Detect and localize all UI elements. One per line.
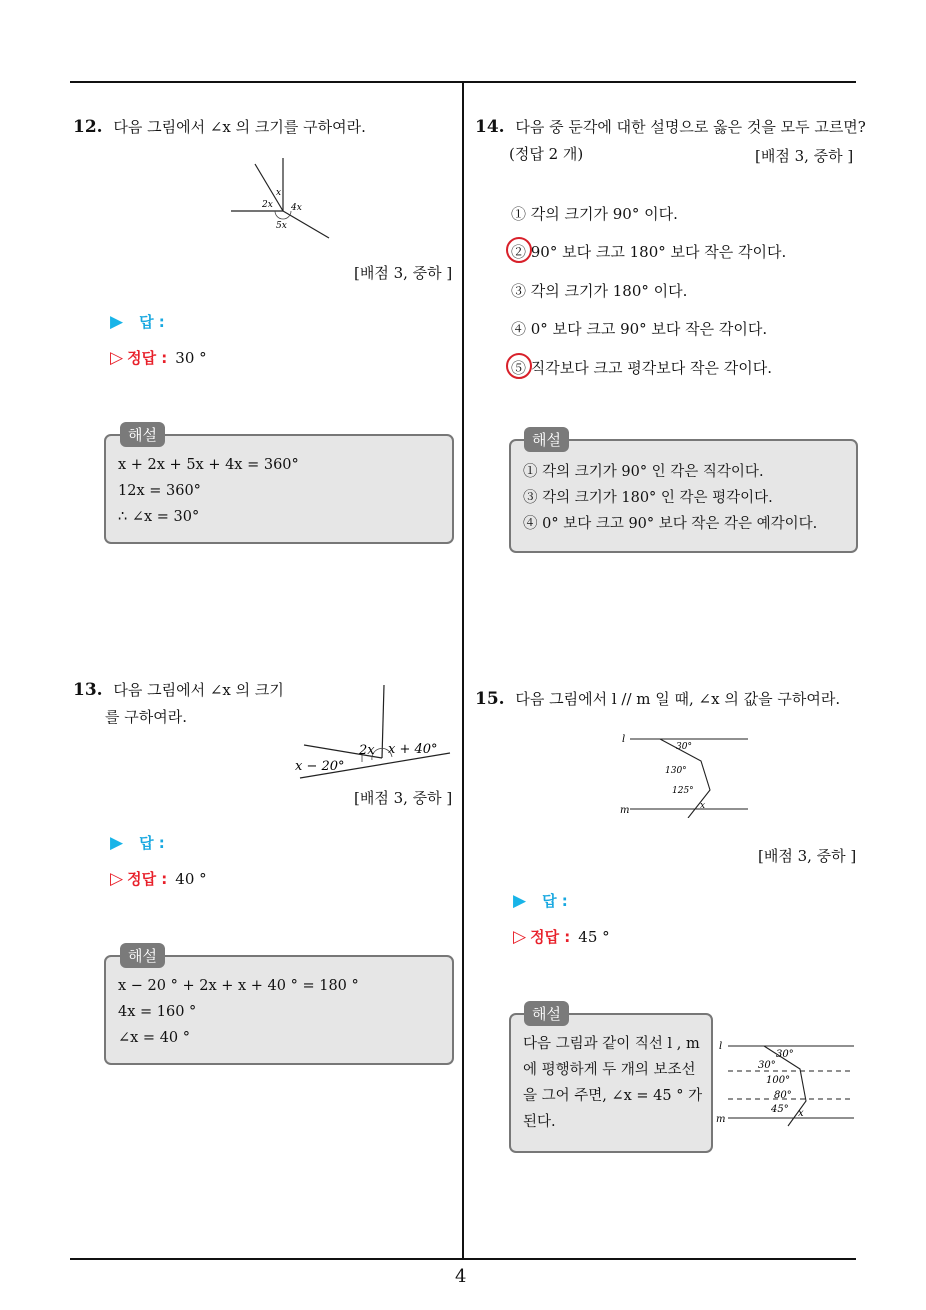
q15-explain-line: 다음 그림과 같이 직선 l , m [523, 1036, 700, 1052]
q13-question [73, 677, 284, 731]
bottom-rule [70, 1258, 856, 1260]
q13-figure [292, 683, 454, 783]
q15-explain-figure-label-l: l [719, 1041, 723, 1052]
q15-explain-figure-label-30b: 30° [758, 1060, 776, 1071]
q13-correct-value: 40 ° [175, 870, 207, 888]
q14-option-1: ① 각의 크기가 90° 이다. [511, 205, 678, 223]
q15-figure [618, 728, 752, 818]
q15-answer-row [513, 890, 568, 911]
q15-explain-tag: 해설 [524, 1001, 569, 1026]
answer-arrow-icon: ▶ [513, 891, 527, 911]
q13-explain-line: ∠x = 40 ° [118, 1030, 191, 1046]
q15-question [475, 686, 840, 713]
q14-explain-line: ④ 0° 보다 크고 90° 보다 작은 각은 예각이다. [523, 516, 818, 532]
q15-explain-figure-label-m: m [716, 1114, 726, 1125]
q15-text: 다음 그림에서 l // m 일 때, ∠x 의 값을 구하여라. [515, 690, 841, 708]
q15-explain-figure-label-x: x [798, 1108, 804, 1119]
q14-explain-line: ③ 각의 크기가 180° 인 각은 평각이다. [523, 490, 773, 506]
q15-number: 15. [475, 689, 505, 709]
q15-explain-figure [714, 1036, 856, 1128]
q12-explain-line: 12x = 360° [118, 483, 201, 499]
q15-explain-figure-label-80: 80° [774, 1090, 792, 1101]
q12-meta: [배점 3, 중하 ] [354, 264, 453, 282]
correct-arrow-icon: ▷ [513, 927, 527, 947]
q14-option-5: ⑤ 직각보다 크고 평각보다 작은 각이다. [511, 359, 772, 377]
q13-text-line1: 다음 그림에서 ∠x 의 크기 [113, 681, 284, 699]
q14-selected-mark-5 [506, 353, 532, 379]
q15-meta: [배점 3, 중하 ] [758, 847, 857, 865]
q13-correct-row [110, 868, 207, 889]
q12-figure-label-2x: 2x [262, 200, 273, 210]
q15-explanation-box [509, 1013, 713, 1153]
q12-correct-label: 정답 : [127, 349, 168, 367]
q12-question [73, 114, 366, 141]
q15-explain-line: 에 평행하게 두 개의 보조선 [523, 1062, 696, 1078]
q12-figure-label-5x: 5x [276, 221, 287, 231]
q13-answer-label: 답 : [139, 834, 165, 852]
q15-correct-label: 정답 : [530, 928, 571, 946]
q12-correct-row [110, 347, 207, 368]
answer-arrow-icon: ▶ [110, 833, 124, 853]
q13-figure-label-2x: 2x [359, 743, 375, 758]
q14-text-line1: 다음 중 둔각에 대한 설명으로 옳은 것을 모두 고르면? [515, 118, 866, 136]
page-number: 4 [455, 1266, 467, 1287]
q15-explain-figure-label-30a: 30° [776, 1049, 794, 1060]
q13-number: 13. [73, 680, 103, 700]
q13-explanation-box [104, 955, 454, 1065]
q14-text-line2: (정답 2 개) [509, 145, 584, 163]
q15-figure-label-125: 125° [672, 786, 694, 796]
q15-explain-figure-label-45: 45° [771, 1104, 789, 1115]
q14-meta: [배점 3, 중하 ] [755, 147, 854, 165]
column-divider [462, 82, 464, 1260]
q13-meta: [배점 3, 중하 ] [354, 789, 453, 807]
correct-arrow-icon: ▷ [110, 869, 124, 889]
q14-explain-line: ① 각의 크기가 90° 인 각은 직각이다. [523, 464, 764, 480]
q15-correct-row [513, 926, 610, 947]
q14-option-3: ③ 각의 크기가 180° 이다. [511, 282, 688, 300]
q15-answer-label: 답 : [542, 892, 568, 910]
q13-explain-tag: 해설 [120, 943, 165, 968]
q13-answer-row [110, 832, 165, 853]
q12-figure-label-x: x [276, 188, 282, 198]
q14-explanation-box [509, 439, 858, 553]
q13-explain-line: 4x = 160 ° [118, 1004, 197, 1020]
q13-text-line2: 를 구하여라. [105, 708, 187, 726]
q14-option-4: ④ 0° 보다 크고 90° 보다 작은 각이다. [511, 320, 768, 338]
q15-explain-figure-label-100: 100° [766, 1075, 791, 1086]
q12-correct-value: 30 ° [175, 349, 207, 367]
q13-figure-label-x20: x − 20° [295, 759, 345, 774]
q12-figure [225, 150, 335, 240]
q13-figure-label-x40: x + 40° [388, 742, 438, 757]
q12-figure-label-4x: 4x [291, 203, 302, 213]
q13-correct-label: 정답 : [127, 870, 168, 888]
q12-explain-line: x + 2x + 5x + 4x = 360° [118, 457, 299, 473]
q15-figure-label-l: l [622, 734, 626, 745]
q14-explain-tag: 해설 [524, 427, 569, 452]
q12-explanation-box [104, 434, 454, 544]
q15-figure-label-m: m [620, 805, 630, 816]
q15-explain-line: 을 그어 주면, ∠x = 45 ° 가 [523, 1088, 703, 1104]
q14-option-2: ② 90° 보다 크고 180° 보다 작은 각이다. [511, 243, 787, 261]
q12-answer-row [110, 311, 165, 332]
q12-text: 다음 그림에서 ∠x 의 크기를 구하여라. [113, 118, 366, 136]
q15-figure-label-x: x [700, 801, 706, 811]
q15-figure-label-30: 30° [676, 742, 692, 752]
q14-number: 14. [475, 117, 505, 137]
q12-explain-tag: 해설 [120, 422, 165, 447]
q15-correct-value: 45 ° [578, 928, 610, 946]
q12-explain-line: ∴ ∠x = 30° [118, 509, 200, 525]
q14-selected-mark-2 [506, 237, 532, 263]
q15-explain-line: 된다. [523, 1114, 556, 1130]
q12-answer-label: 답 : [139, 313, 165, 331]
q13-explain-line: x − 20 ° + 2x + x + 40 ° = 180 ° [118, 978, 359, 994]
correct-arrow-icon: ▷ [110, 348, 124, 368]
q12-number: 12. [73, 117, 103, 137]
answer-arrow-icon: ▶ [110, 312, 124, 332]
q15-figure-label-130: 130° [665, 766, 687, 776]
